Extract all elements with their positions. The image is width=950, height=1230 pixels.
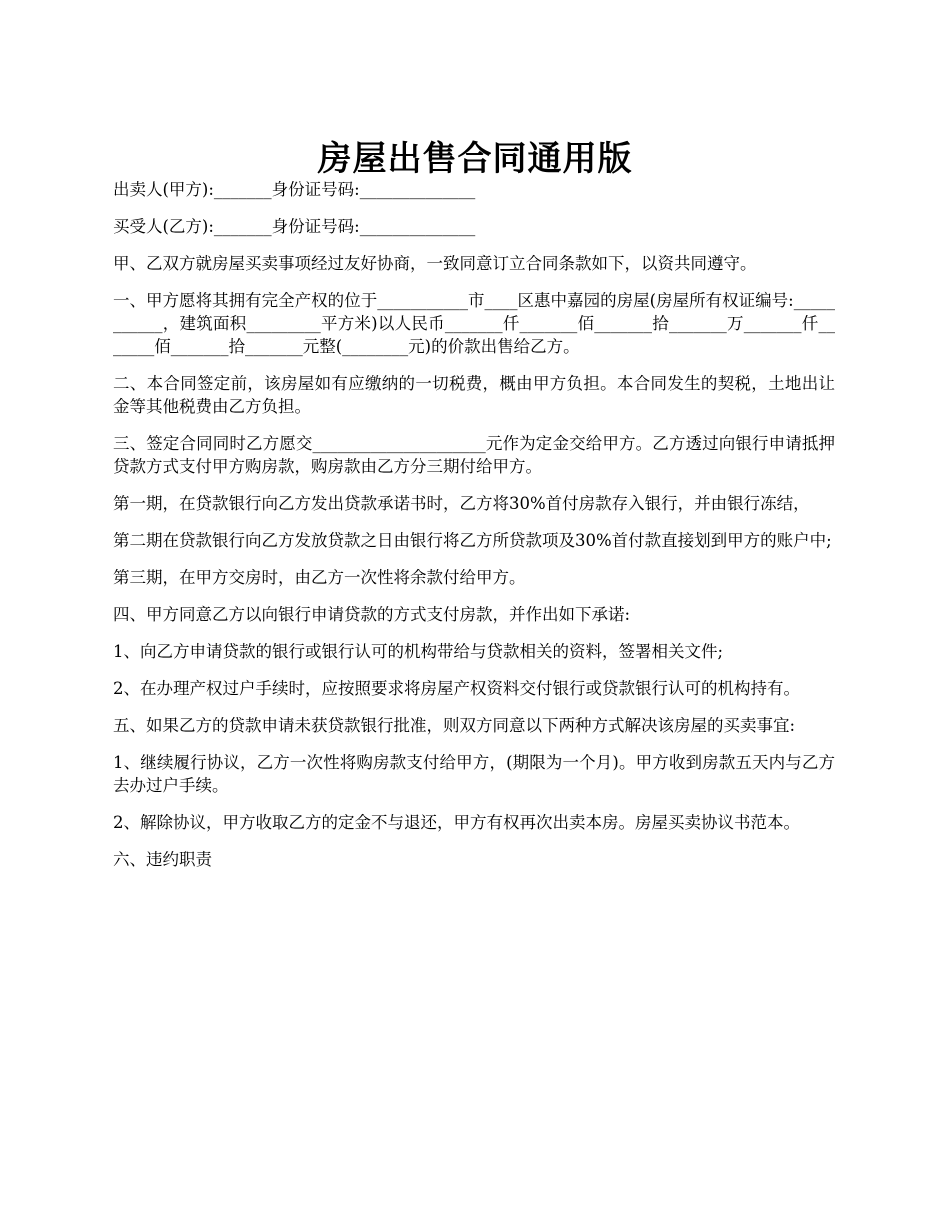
clause-5-paragraph: 五、如果乙方的贷款申请未获贷款银行批准，则双方同意以下两种方式解决该房屋的买卖事宜: bbox=[113, 716, 796, 735]
commitment-1-paragraph: 1、向乙方申请贷款的银行或银行认可的机构带给与贷款相关的资料，签署相关文件; bbox=[113, 642, 724, 661]
commitment-2-paragraph: 2、在办理产权过户手续时，应按照要求将房屋产权资料交付银行或贷款银行认可的机构持有。 bbox=[113, 679, 800, 698]
preamble-paragraph: 甲、乙双方就房屋买卖事项经过友好协商，一致同意订立合同条款如下，以资共同遵守。 bbox=[113, 254, 757, 273]
buyer-line: 买受人(乙方):_______身份证号码:______________ bbox=[113, 217, 476, 236]
document-title: 房屋出售合同通用版 bbox=[317, 138, 633, 179]
option-1-paragraph: 1、继续履行协议，乙方一次性将购房款支付给甲方，(期限为一个月)。甲方收到房款五天内与乙方去办过户手续。 bbox=[113, 753, 835, 795]
clause-3-paragraph: 三、签定合同同时乙方愿交_____________________元作为定金交给甲方。乙方透过向银行申请抵押贷款方式支付甲方购房款，购房款由乙方分三期付给甲方。 bbox=[113, 434, 835, 476]
payment-phase-3-paragraph: 第三期，在甲方交房时，由乙方一次性将余款付给甲方。 bbox=[113, 568, 526, 587]
clause-1-paragraph: 一、甲方愿将其拥有完全产权的位于___________市____区惠中嘉园的房屋(房屋所有权证编号:___________，建筑面积_________平方米)以人民币_______仟_______佰_______拾_______万_______仟_______佰_______拾_______元整(________元)的价款出售给乙方。 bbox=[113, 291, 835, 356]
document-body bbox=[113, 178, 835, 885]
payment-phase-1-paragraph: 第一期，在贷款银行向乙方发出贷款承诺书时，乙方将30%首付房款存入银行，并由银行冻结， bbox=[113, 494, 810, 513]
option-2-paragraph: 2、解除协议，甲方收取乙方的定金不与退还，甲方有权再次出卖本房。房屋买卖协议书范本。 bbox=[113, 813, 800, 832]
seller-line: 出卖人(甲方):_______身份证号码:______________ bbox=[113, 180, 476, 199]
clause-6-heading: 六、违约职责 bbox=[113, 850, 212, 869]
clause-4-paragraph: 四、甲方同意乙方以向银行申请贷款的方式支付房款，并作出如下承诺: bbox=[113, 605, 631, 624]
payment-phase-2-paragraph: 第二期在贷款银行向乙方发放贷款之日由银行将乙方所贷款项及30%首付款直接划到甲方的账户中; bbox=[113, 531, 832, 550]
clause-2-paragraph: 二、本合同签定前，该房屋如有应缴纳的一切税费，概由甲方负担。本合同发生的契税，土地出让金等其他税费由乙方负担。 bbox=[113, 374, 835, 416]
